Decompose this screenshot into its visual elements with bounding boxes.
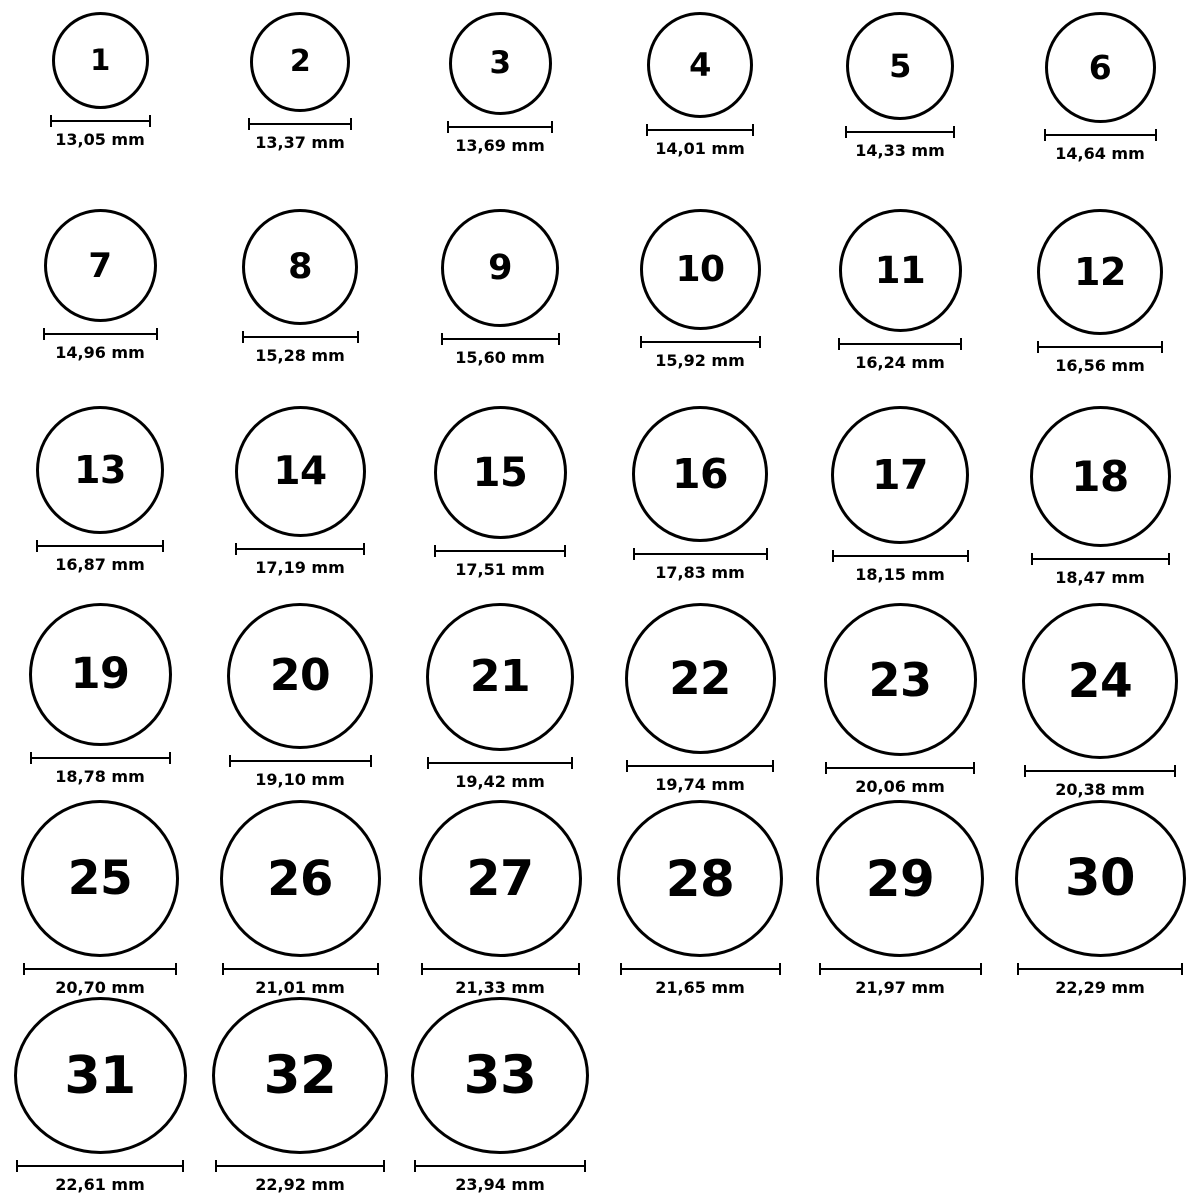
ring-size-number: 25 bbox=[67, 851, 133, 906]
ring-circle bbox=[29, 603, 172, 746]
diameter-label: 20,06 mm bbox=[855, 777, 945, 796]
diameter-measure bbox=[447, 121, 553, 155]
diameter-label: 21,65 mm bbox=[655, 978, 745, 997]
measure-bar-icon bbox=[845, 126, 955, 136]
measure-bar-icon bbox=[43, 328, 158, 338]
diameter-label: 14,64 mm bbox=[1055, 144, 1145, 163]
ring-circle bbox=[434, 406, 567, 539]
diameter-label: 17,19 mm bbox=[255, 558, 345, 577]
ring-size-cell bbox=[400, 209, 600, 406]
ring-size-cell bbox=[600, 406, 800, 603]
ring-size-number: 15 bbox=[472, 449, 528, 496]
ring-size-cell bbox=[0, 209, 200, 406]
diameter-label: 14,01 mm bbox=[655, 139, 745, 158]
diameter-measure bbox=[626, 760, 774, 794]
ring-size-number: 8 bbox=[288, 246, 312, 287]
diameter-label: 16,56 mm bbox=[1055, 356, 1145, 375]
ring-size-number: 19 bbox=[70, 649, 130, 699]
ring-circle bbox=[449, 12, 552, 115]
ring-size-cell bbox=[800, 209, 1000, 406]
diameter-measure bbox=[434, 545, 566, 579]
diameter-label: 18,15 mm bbox=[855, 565, 945, 584]
ring-size-number: 1 bbox=[90, 43, 110, 77]
ring-size-cell bbox=[400, 12, 600, 209]
measure-bar-icon bbox=[215, 1160, 385, 1170]
diameter-measure bbox=[1037, 341, 1163, 375]
diameter-label: 22,29 mm bbox=[1055, 978, 1145, 997]
ring-size-number: 23 bbox=[868, 652, 932, 707]
measure-bar-icon bbox=[50, 115, 151, 125]
ring-size-number: 18 bbox=[1071, 451, 1129, 501]
ring-size-cell bbox=[800, 406, 1000, 603]
diameter-measure bbox=[620, 963, 781, 997]
ring-circle bbox=[212, 997, 388, 1154]
diameter-label: 15,92 mm bbox=[655, 351, 745, 370]
ring-size-cell bbox=[800, 800, 1000, 997]
diameter-measure bbox=[414, 1160, 586, 1194]
ring-size-cell bbox=[600, 603, 800, 800]
measure-bar-icon bbox=[832, 550, 969, 560]
ring-circle bbox=[1037, 209, 1163, 335]
diameter-label: 14,96 mm bbox=[55, 343, 145, 362]
measure-bar-icon bbox=[242, 331, 359, 341]
diameter-measure bbox=[1017, 963, 1183, 997]
ring-size-cell bbox=[400, 406, 600, 603]
ring-size-number: 5 bbox=[889, 47, 911, 85]
ring-circle bbox=[419, 800, 582, 957]
ring-size-cell bbox=[1000, 800, 1200, 997]
measure-bar-icon bbox=[633, 548, 768, 558]
ring-circle bbox=[44, 209, 157, 322]
ring-circle bbox=[242, 209, 358, 325]
diameter-measure bbox=[229, 755, 372, 789]
ring-size-cell bbox=[800, 12, 1000, 209]
diameter-measure bbox=[640, 336, 761, 370]
measure-bar-icon bbox=[626, 760, 774, 770]
diameter-label: 14,33 mm bbox=[855, 141, 945, 160]
diameter-measure bbox=[235, 543, 365, 577]
ring-size-cell bbox=[200, 209, 400, 406]
ring-circle bbox=[647, 12, 753, 118]
ring-size-cell bbox=[1000, 603, 1200, 800]
ring-size-number: 16 bbox=[671, 449, 729, 498]
ring-circle bbox=[640, 209, 761, 330]
ring-size-cell bbox=[0, 406, 200, 603]
ring-circle bbox=[1030, 406, 1171, 547]
measure-bar-icon bbox=[646, 124, 754, 134]
ring-circle bbox=[250, 12, 350, 112]
diameter-label: 15,60 mm bbox=[455, 348, 545, 367]
diameter-label: 20,38 mm bbox=[1055, 780, 1145, 799]
diameter-measure bbox=[421, 963, 580, 997]
diameter-label: 19,10 mm bbox=[255, 770, 345, 789]
diameter-measure bbox=[427, 757, 573, 791]
diameter-measure bbox=[1031, 553, 1170, 587]
diameter-measure bbox=[16, 1160, 184, 1194]
measure-bar-icon bbox=[222, 963, 379, 973]
diameter-label: 23,94 mm bbox=[455, 1175, 545, 1194]
ring-size-cell bbox=[200, 12, 400, 209]
ring-size-cell bbox=[1000, 209, 1200, 406]
ring-circle bbox=[14, 997, 187, 1154]
ring-size-number: 11 bbox=[874, 249, 926, 292]
measure-bar-icon bbox=[248, 118, 352, 128]
diameter-measure bbox=[222, 963, 379, 997]
ring-size-cell bbox=[0, 800, 200, 997]
ring-size-cell bbox=[600, 12, 800, 209]
diameter-measure bbox=[845, 126, 955, 160]
ring-size-number: 12 bbox=[1074, 250, 1126, 294]
measure-bar-icon bbox=[1017, 963, 1183, 973]
ring-size-number: 30 bbox=[1065, 849, 1135, 908]
diameter-measure bbox=[248, 118, 352, 152]
ring-size-cell bbox=[200, 406, 400, 603]
diameter-label: 16,24 mm bbox=[855, 353, 945, 372]
diameter-label: 21,33 mm bbox=[455, 978, 545, 997]
diameter-measure bbox=[30, 752, 171, 786]
measure-bar-icon bbox=[421, 963, 580, 973]
diameter-measure bbox=[441, 333, 560, 367]
measure-bar-icon bbox=[30, 752, 171, 762]
diameter-label: 19,42 mm bbox=[455, 772, 545, 791]
measure-bar-icon bbox=[825, 762, 975, 772]
ring-size-number: 33 bbox=[463, 1045, 537, 1106]
ring-size-number: 4 bbox=[689, 46, 711, 84]
ring-size-number: 17 bbox=[871, 450, 929, 499]
ring-circle bbox=[1045, 12, 1156, 123]
diameter-label: 15,28 mm bbox=[255, 346, 345, 365]
ring-size-cell bbox=[0, 12, 200, 209]
measure-bar-icon bbox=[235, 543, 365, 553]
measure-bar-icon bbox=[838, 338, 962, 348]
diameter-measure bbox=[23, 963, 177, 997]
measure-bar-icon bbox=[23, 963, 177, 973]
ring-size-cell bbox=[600, 800, 800, 997]
ring-size-cell bbox=[0, 603, 200, 800]
ring-size-number: 2 bbox=[289, 44, 311, 79]
ring-circle bbox=[411, 997, 589, 1154]
ring-circle bbox=[426, 603, 574, 751]
ring-size-number: 14 bbox=[273, 449, 327, 494]
diameter-measure bbox=[50, 115, 151, 149]
ring-size-cell bbox=[400, 997, 600, 1194]
ring-circle bbox=[227, 603, 373, 749]
diameter-measure bbox=[43, 328, 158, 362]
diameter-label: 19,74 mm bbox=[655, 775, 745, 794]
ring-circle bbox=[235, 406, 366, 537]
measure-bar-icon bbox=[1037, 341, 1163, 351]
ring-circle bbox=[1015, 800, 1186, 957]
measure-bar-icon bbox=[640, 336, 761, 346]
ring-circle bbox=[617, 800, 783, 957]
diameter-measure bbox=[646, 124, 754, 158]
ring-circle bbox=[220, 800, 381, 957]
ring-size-cell bbox=[800, 603, 1000, 800]
ring-size-number: 32 bbox=[263, 1045, 337, 1106]
ring-size-number: 31 bbox=[64, 1045, 136, 1106]
ring-size-cell bbox=[400, 603, 600, 800]
measure-bar-icon bbox=[447, 121, 553, 131]
measure-bar-icon bbox=[16, 1160, 184, 1170]
diameter-label: 22,92 mm bbox=[255, 1175, 345, 1194]
ring-circle bbox=[846, 12, 954, 120]
diameter-measure bbox=[1024, 765, 1176, 799]
diameter-label: 13,05 mm bbox=[55, 130, 145, 149]
diameter-label: 18,78 mm bbox=[55, 767, 145, 786]
diameter-label: 17,51 mm bbox=[455, 560, 545, 579]
ring-circle bbox=[441, 209, 559, 327]
ring-size-number: 9 bbox=[488, 247, 512, 288]
measure-bar-icon bbox=[427, 757, 573, 767]
ring-size-cell bbox=[200, 800, 400, 997]
diameter-measure bbox=[832, 550, 969, 584]
diameter-label: 13,69 mm bbox=[455, 136, 545, 155]
diameter-measure bbox=[242, 331, 359, 365]
ring-size-cell bbox=[600, 209, 800, 406]
ring-size-number: 6 bbox=[1088, 48, 1112, 87]
ring-circle bbox=[21, 800, 179, 957]
ring-size-cell bbox=[400, 800, 600, 997]
measure-bar-icon bbox=[1031, 553, 1170, 563]
measure-bar-icon bbox=[229, 755, 372, 765]
ring-size-number: 22 bbox=[669, 652, 731, 705]
ring-size-cell bbox=[1000, 406, 1200, 603]
ring-size-number: 13 bbox=[74, 448, 126, 492]
ring-size-cell bbox=[200, 997, 400, 1194]
measure-bar-icon bbox=[819, 963, 982, 973]
ring-circle bbox=[1022, 603, 1178, 759]
diameter-measure bbox=[1044, 129, 1157, 163]
ring-size-number: 29 bbox=[865, 849, 935, 908]
ring-size-number: 24 bbox=[1067, 653, 1133, 709]
ring-size-number: 10 bbox=[675, 248, 725, 290]
ring-size-number: 3 bbox=[489, 45, 511, 81]
diameter-label: 21,97 mm bbox=[855, 978, 945, 997]
ring-size-cell bbox=[200, 603, 400, 800]
ring-size-number: 20 bbox=[269, 650, 331, 701]
diameter-measure bbox=[838, 338, 962, 372]
ring-size-cell bbox=[0, 997, 200, 1194]
diameter-label: 21,01 mm bbox=[255, 978, 345, 997]
diameter-label: 13,37 mm bbox=[255, 133, 345, 152]
ring-circle bbox=[52, 12, 149, 109]
measure-bar-icon bbox=[1024, 765, 1176, 775]
ring-size-cell bbox=[1000, 12, 1200, 209]
ring-circle bbox=[816, 800, 984, 957]
measure-bar-icon bbox=[1044, 129, 1157, 139]
diameter-measure bbox=[215, 1160, 385, 1194]
measure-bar-icon bbox=[36, 540, 164, 550]
measure-bar-icon bbox=[441, 333, 560, 343]
ring-circle bbox=[839, 209, 962, 332]
ring-size-number: 26 bbox=[267, 850, 333, 907]
ring-size-number: 28 bbox=[665, 849, 735, 908]
ring-circle bbox=[36, 406, 164, 534]
ring-circle bbox=[824, 603, 977, 756]
diameter-measure bbox=[633, 548, 768, 582]
ring-size-number: 27 bbox=[466, 850, 534, 907]
ring-size-number: 7 bbox=[88, 245, 112, 286]
diameter-measure bbox=[819, 963, 982, 997]
ring-circle bbox=[632, 406, 768, 542]
diameter-measure bbox=[825, 762, 975, 796]
diameter-measure bbox=[36, 540, 164, 574]
diameter-label: 22,61 mm bbox=[55, 1175, 145, 1194]
measure-bar-icon bbox=[414, 1160, 586, 1170]
ring-circle bbox=[625, 603, 776, 754]
diameter-label: 16,87 mm bbox=[55, 555, 145, 574]
diameter-label: 20,70 mm bbox=[55, 978, 145, 997]
ring-size-number: 21 bbox=[469, 651, 531, 702]
measure-bar-icon bbox=[620, 963, 781, 973]
measure-bar-icon bbox=[434, 545, 566, 555]
ring-circle bbox=[831, 406, 969, 544]
diameter-label: 18,47 mm bbox=[1055, 568, 1145, 587]
diameter-label: 17,83 mm bbox=[655, 563, 745, 582]
